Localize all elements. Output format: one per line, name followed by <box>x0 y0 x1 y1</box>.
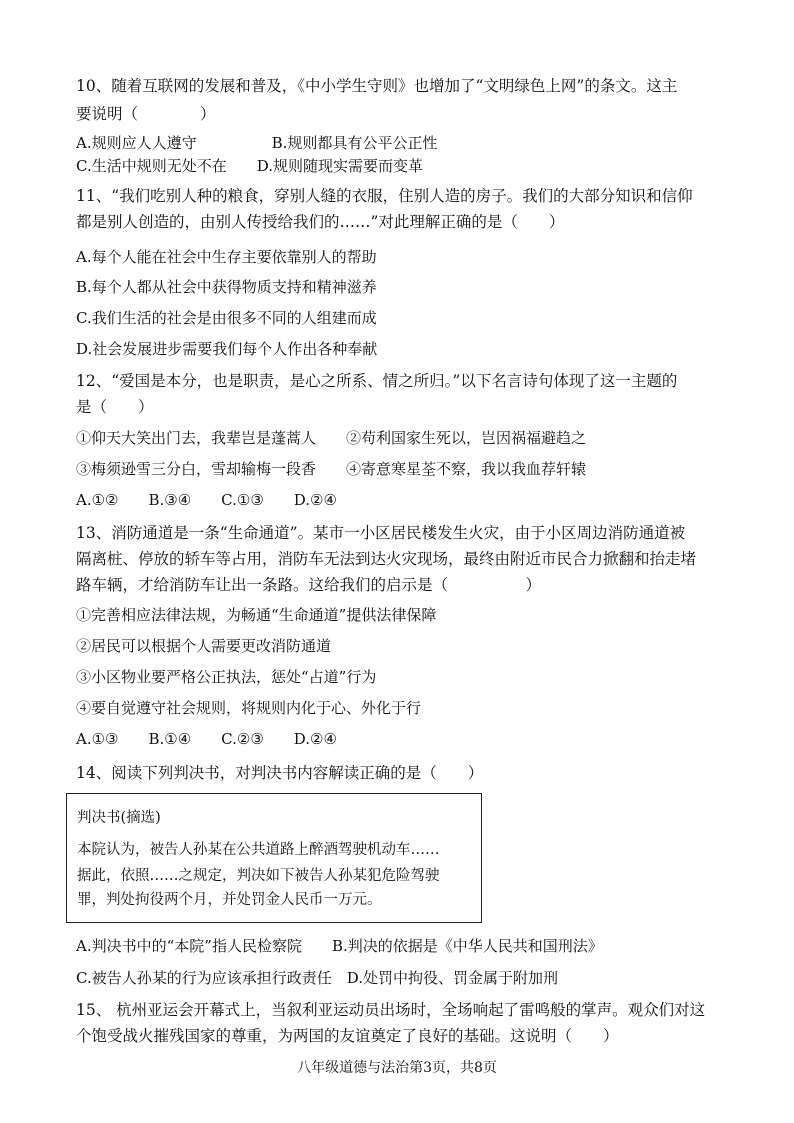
page-footer: 八年级道德与法治第3页，共8页 <box>297 1060 497 1076</box>
q10-stem-line-1: 10、随着互联网的发展和普及，《中小学生守则》也增加了“文明绿色上网”的条文。这主 <box>76 77 678 95</box>
q10-options-line-2: C.生活中规则无处不在 D.规则随现实需要而变革 <box>76 157 423 175</box>
q11-stem-line-2: 都是别人创造的，由别人传授给我们的……”对此理解正确的是（ ） <box>76 213 565 231</box>
judgment-excerpt-box <box>66 793 482 923</box>
q10-options-line-1: A.规则应人人遵守 B.规则都具有公平公正性 <box>76 134 438 152</box>
q11-option-d: D.社会发展进步需要我们每个人作出各种奉献 <box>76 340 378 358</box>
q10-stem-line-2: 要说明（ ） <box>76 105 216 123</box>
q13-item-1: ①完善相应法律法规，为畅通“生命通道”提供法律保障 <box>76 606 437 624</box>
judgment-line-2: 据此，依照……之规定，判决如下被告人孙某犯危险驾驶 <box>77 868 440 884</box>
q14-options-line-2: C.被告人孙某的行为应该承担行政责任 D.处罚中拘役、罚金属于附加刑 <box>76 969 558 987</box>
q11-option-a: A.每个人能在社会中生存主要依靠别人的帮助 <box>76 248 377 266</box>
q15-stem-line-2: 个饱受战火摧残国家的尊重，为两国的友谊奠定了良好的基础。这说明（ ） <box>76 1027 619 1045</box>
q13-item-3: ③小区物业要严格公正执法，惩处“占道”行为 <box>76 668 377 686</box>
q12-items-line-2: ③梅须逊雪三分白，雪却输梅一段香 ④寄意寒星荃不察，我以我血荐轩辕 <box>76 460 587 478</box>
q14-stem: 14、阅读下列判决书，对判决书内容解读正确的是（ ） <box>76 764 484 782</box>
q11-stem-line-1: 11、“我们吃别人种的粮食，穿别人缝的衣服，住别人造的房子。我们的大部分知识和信仰 <box>76 187 693 205</box>
q14-options-line-1: A.判决书中的“本院”指人民检察院 B.判决的依据是《中华人民共和国刑法》 <box>76 937 603 955</box>
q11-option-b: B.每个人都从社会中获得物质支持和精神滋养 <box>76 278 377 296</box>
q12-items-line-1: ①仰天大笑出门去，我辈岂是蓬蒿人 ②苟利国家生死以，岂因祸福避趋之 <box>76 429 587 447</box>
q13-stem-line-2: 隔离桩、停放的轿车等占用，消防车无法到达火灾现场，最终由附近市民合力掀翻和抬走堵 <box>76 550 697 568</box>
judgment-line-3: 罪，判处拘役两个月，并处罚金人民币一万元。 <box>77 892 382 908</box>
q13-stem-line-3: 路车辆，才给消防车让出一条路。这给我们的启示是（ ） <box>76 576 542 594</box>
q13-item-2: ②居民可以根据个人需要更改消防通道 <box>76 637 332 655</box>
q13-item-4: ④要自觉遵守社会规则，将规则内化于心、外化于行 <box>76 699 422 717</box>
judgment-line-1: 本院认为，被告人孙某在公共道路上醉酒驾驶机动车…… <box>77 842 440 858</box>
q13-options: A.①③ B.①④ C.②③ D.②④ <box>76 730 337 748</box>
q12-stem-line-2: 是（ ） <box>76 398 154 416</box>
q13-stem-line-1: 13、消防通道是一条“生命通道”。某市一小区居民楼发生火灾，由于小区周边消防通道被 <box>76 524 686 542</box>
q12-options: A.①② B.③④ C.①③ D.②④ <box>76 491 337 509</box>
q11-option-c: C.我们生活的社会是由很多不同的人组建而成 <box>76 309 377 327</box>
q12-stem-line-1: 12、“爱国是本分，也是职责，是心之所系、情之所归。”以下名言诗句体现了这一主题的 <box>76 372 678 390</box>
judgment-title: 判决书(摘选) <box>77 810 161 826</box>
q15-stem-line-1: 15、 杭州亚运会开幕式上，当叙利亚运动员出场时，全场响起了雷鸣般的掌声。观众们对这 <box>76 1001 706 1019</box>
